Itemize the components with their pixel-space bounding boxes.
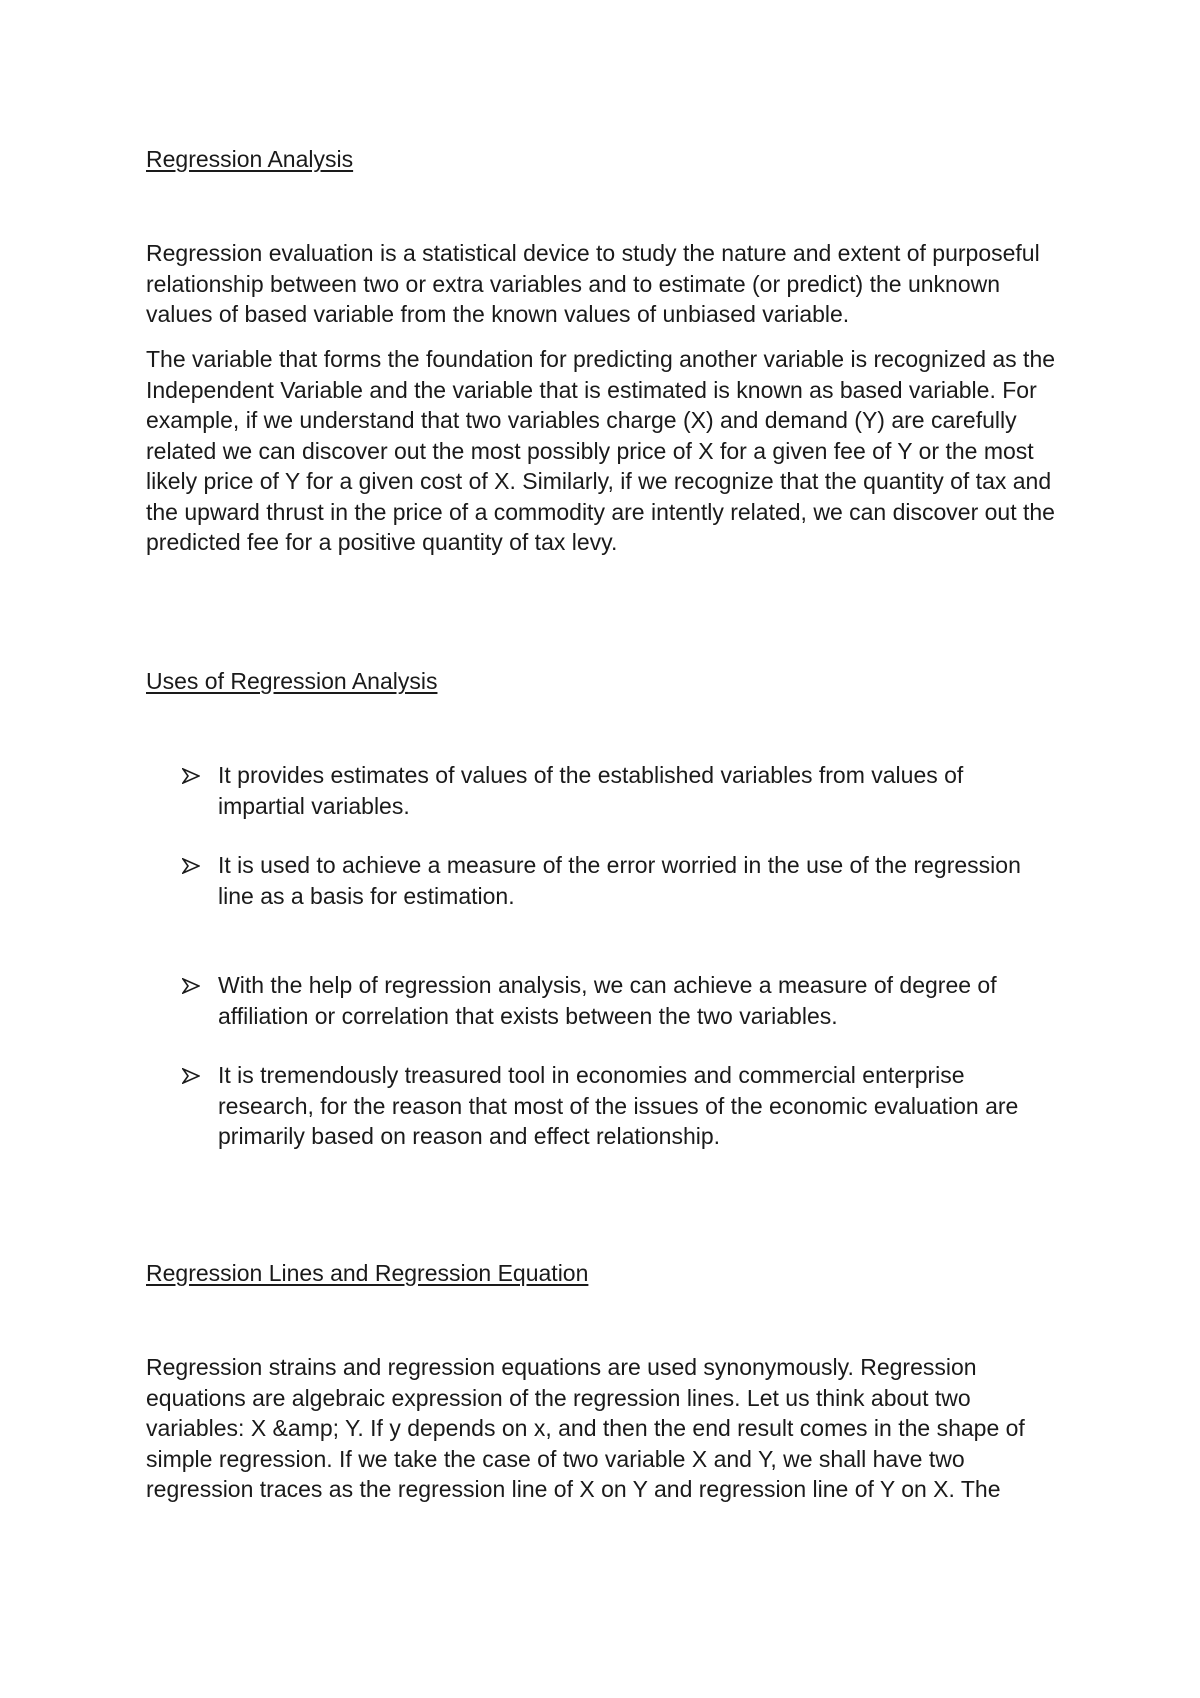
- bullet-text: With the help of regression analysis, we can achieve a measure of degree of affiliation or correlation that exists between the two variables.: [218, 972, 997, 1029]
- bullet-text: It is tremendously treasured tool in economies and commercial enterprise research, for the reason that most of the issues of the economic evaluation are primarily based on reason and effect relationship.: [218, 1062, 1019, 1149]
- arrow-bullet-icon: [182, 978, 200, 994]
- arrow-bullet-icon: [182, 858, 200, 874]
- list-item: [182, 760, 1042, 821]
- arrow-bullet-icon: [182, 1068, 200, 1084]
- section-heading-uses: Uses of Regression Analysis: [146, 668, 438, 694]
- section-heading-regression-analysis: Regression Analysis: [146, 146, 354, 172]
- list-item: [182, 1060, 1042, 1152]
- section-heading-regression-lines: Regression Lines and Regression Equation: [146, 1260, 589, 1286]
- bullet-text: It provides estimates of values of the established variables from values of impartial variables.: [218, 762, 964, 819]
- bullet-text: It is used to achieve a measure of the error worried in the use of the regression line as a basis for estimation.: [218, 852, 1021, 909]
- paragraph-regression-equations: Regression strains and regression equations are used synonymously. Regression equations are algebraic expression of the regression lines. Let us think about two variables: X &amp; Y. If y depends on x, and then the end result comes in the shape of simple regression. If we take the case of two variable X and Y, we shall have two regression traces as the regression line of X on Y and regression line of Y on X. The: [146, 1354, 1025, 1502]
- list-item: [182, 970, 1042, 1031]
- arrow-bullet-icon: [182, 768, 200, 784]
- paragraph-variables: The variable that forms the foundation for predicting another variable is recognized as the Independent Variable and the variable that is estimated is known as based variable. For example, if we understand that two variables charge (X) and demand (Y) are carefully related we can discover out the most possibly price of X for a given fee of Y or the most likely price of Y for a given cost of X. Similarly, if we recognize that the quantity of tax and the upward thrust in the price of a commodity are intently related, we can discover out the predicted fee for a positive quantity of tax levy.: [146, 346, 1056, 555]
- list-item: [182, 850, 1042, 911]
- paragraph-definition: Regression evaluation is a statistical device to study the nature and extent of purposeful relationship between two or extra variables and to estimate (or predict) the unknown values of based variable from the known values of unbiased variable.: [146, 240, 1040, 327]
